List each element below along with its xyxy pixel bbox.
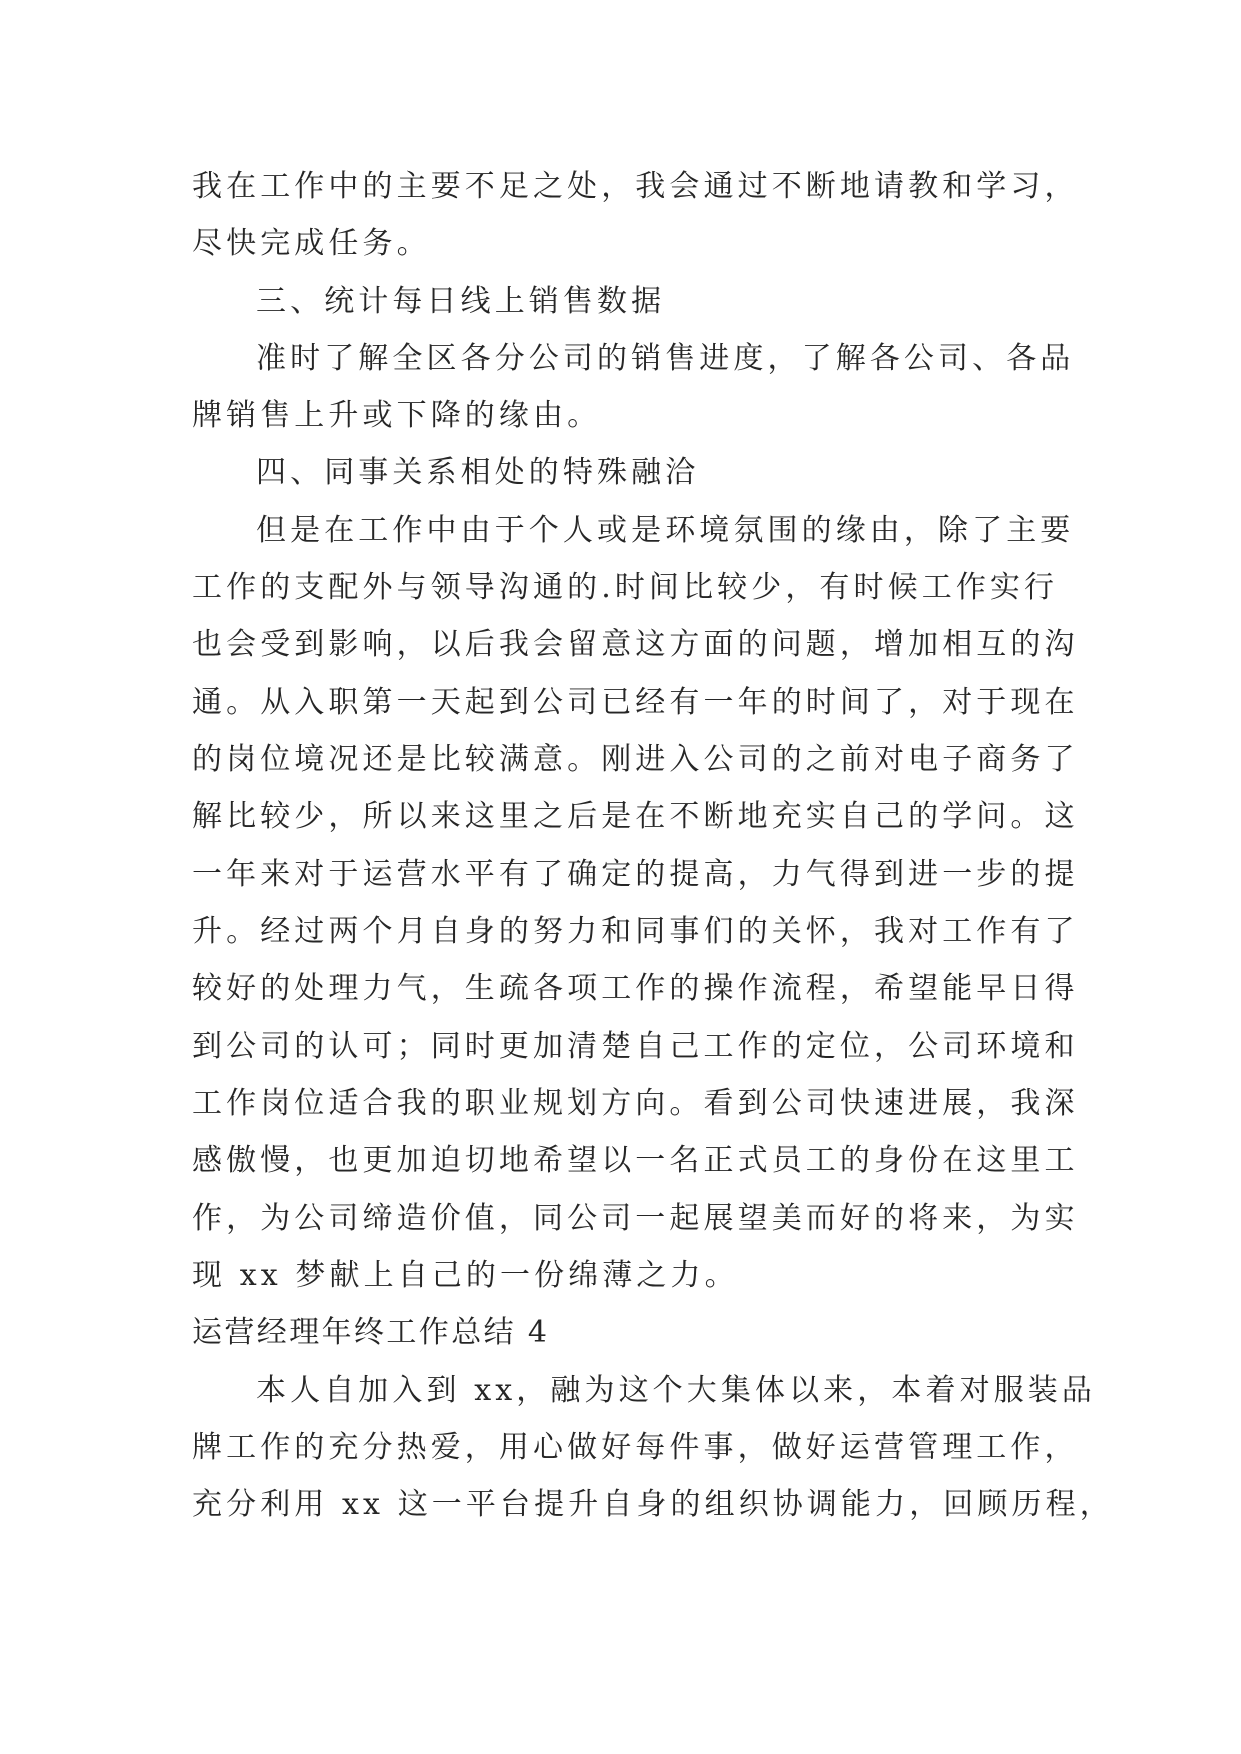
body-text-line: 准时了解全区各分公司的销售进度，了解各公司、各品 [256, 341, 1075, 376]
body-text-line: 解比较少，所以来这里之后是在不断地充实自己的学问。这 [192, 799, 1079, 834]
body-text-line: 升。经过两个月自身的努力和同事们的关怀，我对工作有了 [192, 914, 1079, 949]
section-heading: 四、同事关系相处的特殊融洽 [256, 455, 700, 490]
body-text-line: 尽快完成任务。 [192, 226, 431, 261]
body-text-line: 一年来对于运营水平有了确定的提高，力气得到进一步的提 [192, 857, 1079, 892]
body-text-line: 本人自加入到 xx，融为这个大集体以来，本着对服装品 [256, 1373, 1096, 1408]
body-text-line: 工作的支配外与领导沟通的.时间比较少，有时候工作实行 [192, 570, 1059, 605]
body-text-line: 牌销售上升或下降的缘由。 [192, 398, 602, 433]
section-heading: 三、统计每日线上销售数据 [256, 284, 666, 319]
document-title: 运营经理年终工作总结 4 [192, 1315, 550, 1350]
body-text-line: 作，为公司缔造价值，同公司一起展望美而好的将来，为实 [192, 1201, 1079, 1236]
body-text-line: 较好的处理力气，生疏各项工作的操作流程，希望能早日得 [192, 971, 1079, 1006]
body-text-line: 通。从入职第一天起到公司已经有一年的时间了，对于现在 [192, 685, 1079, 720]
body-text-line: 我在工作中的主要不足之处，我会通过不断地请教和学习， [192, 169, 1079, 204]
body-text-line: 也会受到影响，以后我会留意这方面的问题，增加相互的沟 [192, 627, 1079, 662]
body-text-line: 工作岗位适合我的职业规划方向。看到公司快速进展，我深 [192, 1086, 1079, 1121]
body-text-line: 现 xx 梦献上自己的一份绵薄之力。 [192, 1258, 739, 1293]
body-text-line: 牌工作的充分热爱，用心做好每件事，做好运营管理工作， [192, 1430, 1079, 1465]
body-text-line: 感傲慢，也更加迫切地希望以一名正式员工的身份在这里工 [192, 1143, 1079, 1178]
body-text-line: 到公司的认可；同时更加清楚自己工作的定位，公司环境和 [192, 1029, 1079, 1064]
body-text-line: 充分利用 xx 这一平台提升自身的组织协调能力，回顾历程， [192, 1487, 1114, 1522]
body-text-line: 的岗位境况还是比较满意。刚进入公司的之前对电子商务了 [192, 742, 1079, 777]
body-text-line: 但是在工作中由于个人或是环境氛围的缘由，除了主要 [256, 513, 1075, 548]
